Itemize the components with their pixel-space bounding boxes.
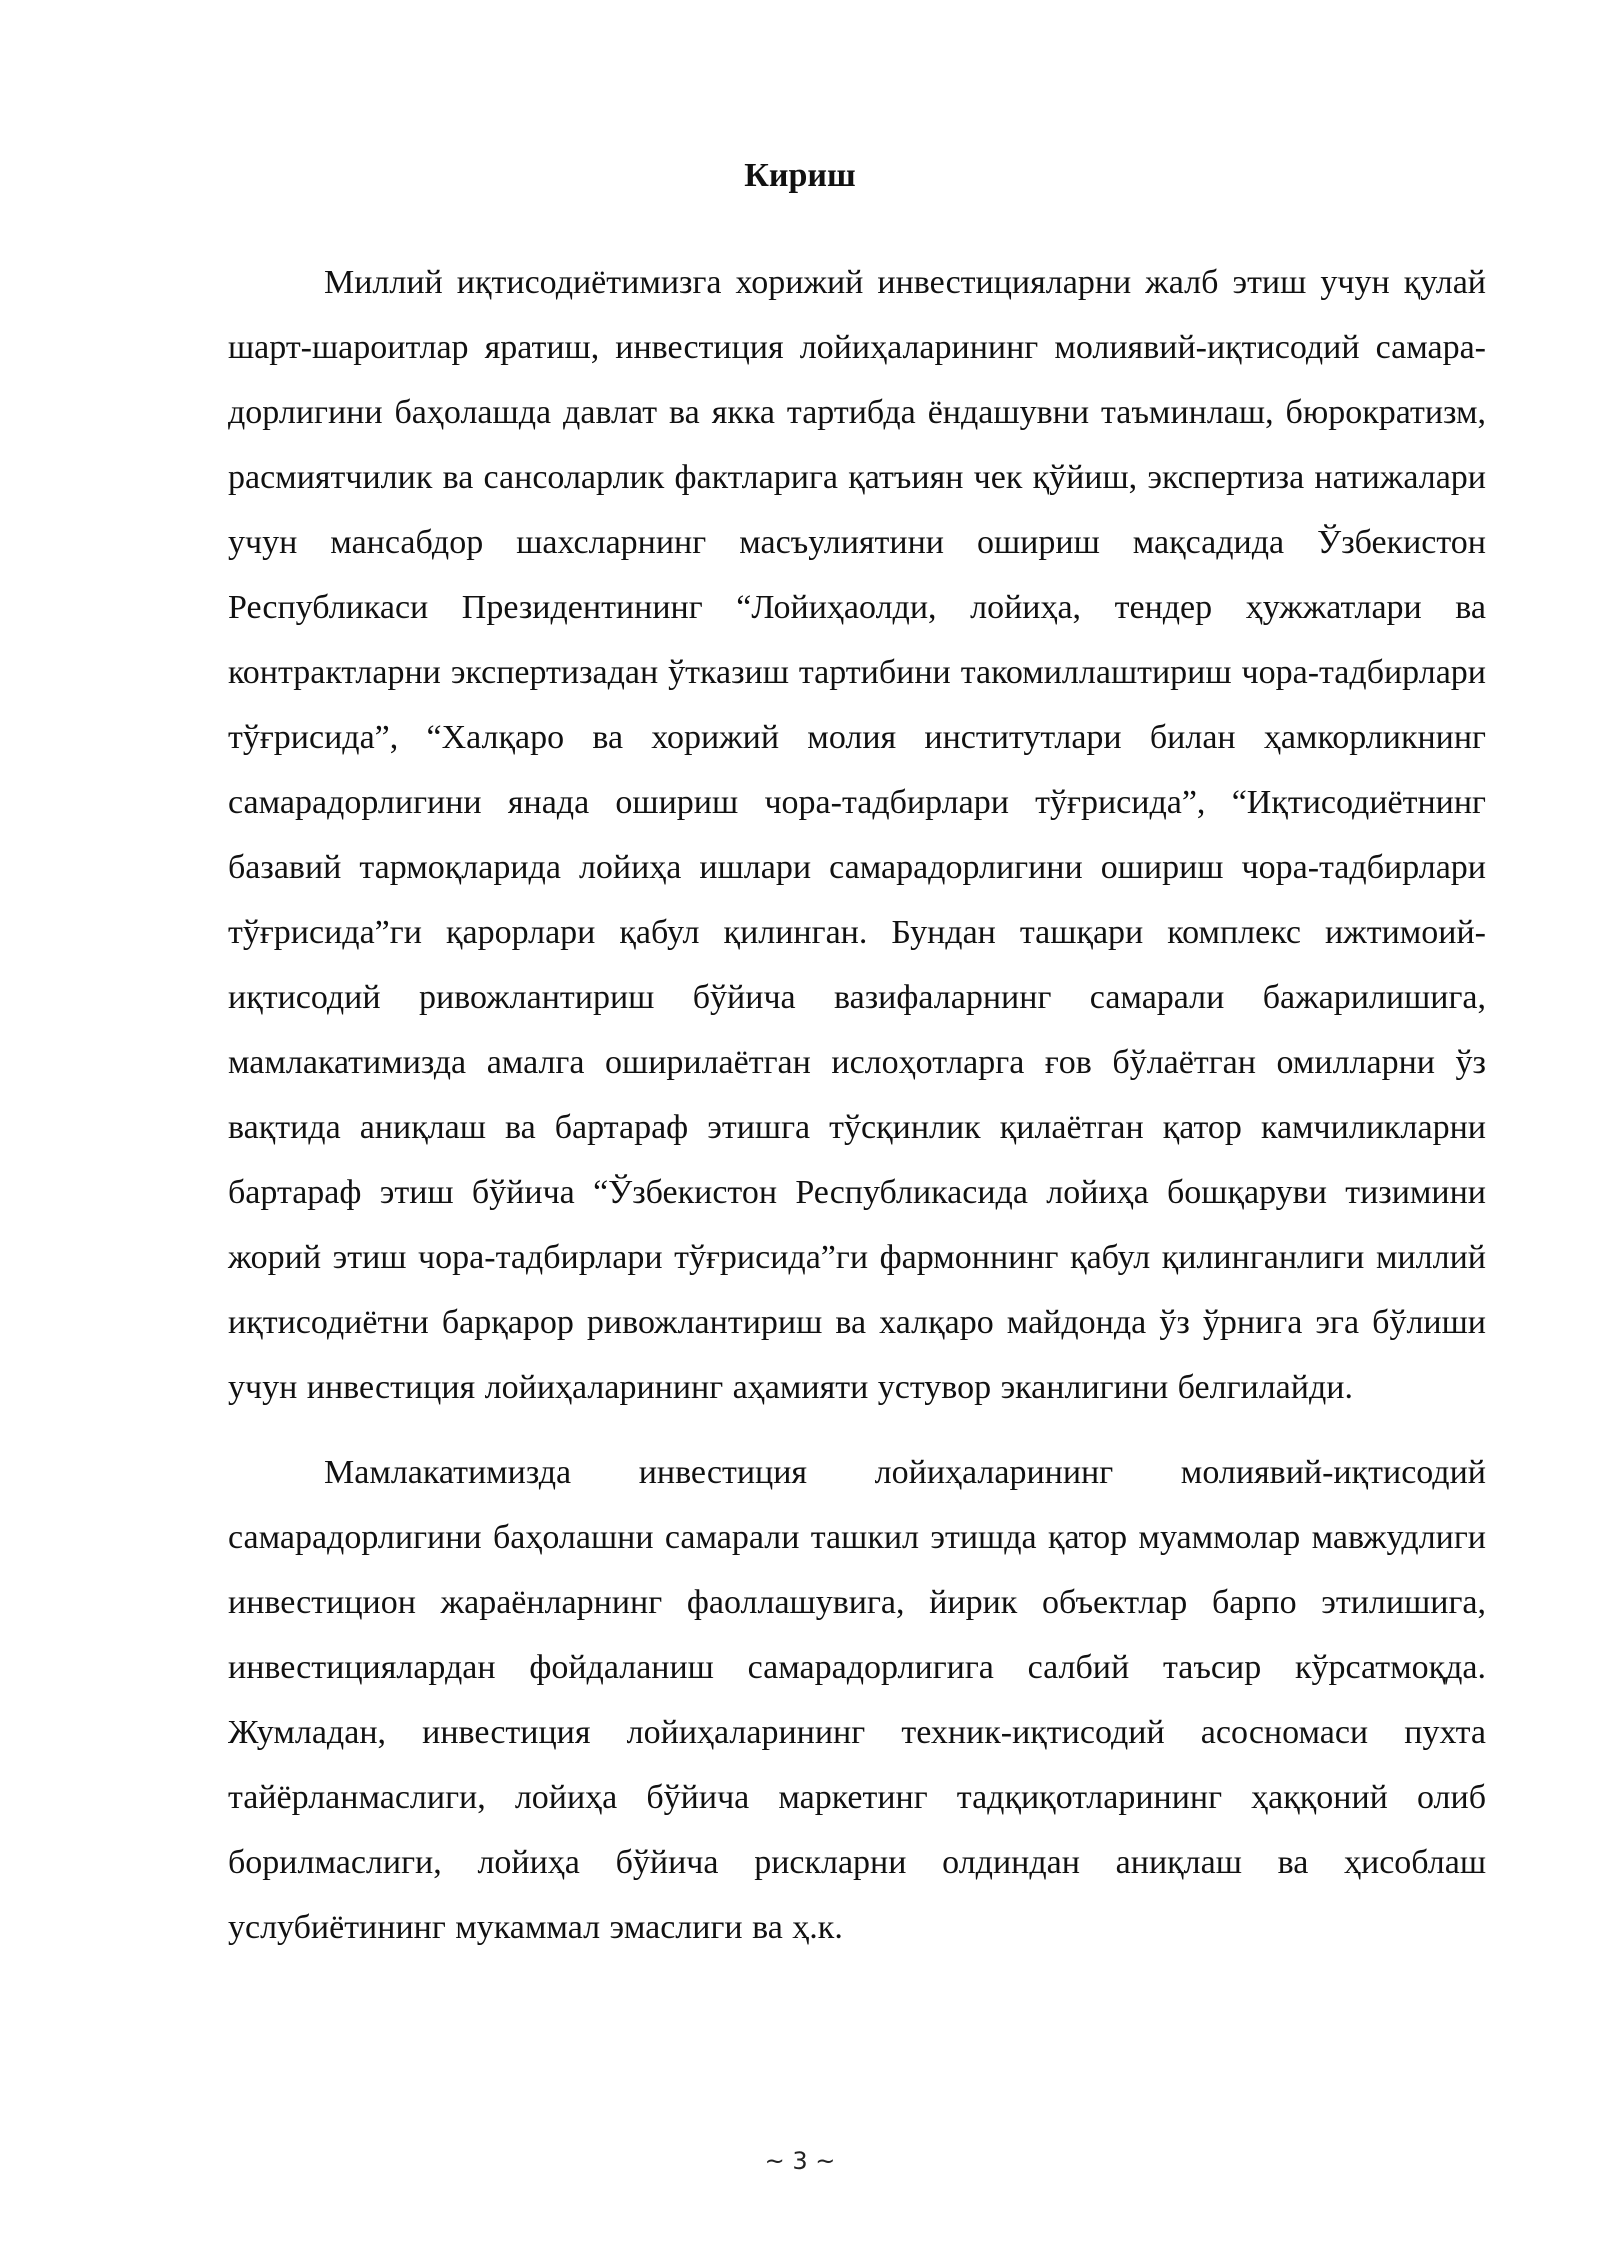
body-text: [228, 250, 1486, 1960]
paragraph-2: Мамлакатимизда инвестиция лойиҳаларининг молиявий-иқтисодий самарадорлигини баҳолашни самарали ташкил этишда қатор муаммолар мавжудлиги инвестицион жараёнларнинг фаоллашувига, йирик объектлар барпо этилишига, инвестициялардан фойдаланиш самарадорлигига салбий таъсир кўрсатмоқда. Жумладан, инвестиция лойиҳаларининг техник-иқтисодий асосномаси пухта тайёрланмаслиги, лойиҳа бўйича маркетинг тадқиқотларининг ҳаққоний олиб борилмаслиги, лойиҳа бўйича рискларни олдиндан аниқлаш ва ҳисоблаш услубиётининг мукаммал эмаслиги ва ҳ.к.: [228, 1454, 1486, 1946]
section-heading: Кириш: [744, 157, 856, 194]
page-number: ~ 3 ~: [764, 2147, 836, 2175]
paragraph-1: Миллий иқтисодиётимизга хорижий инвестицияларни жалб этиш учун қулай шарт-шароитлар яратиш, инвестиция лойиҳаларининг молиявий-иқтисодий самара-дорлигини баҳолашда давлат ва якка тартибда ёндашувни таъминлаш, бюрократизм, расмиятчилик ва сансоларлик фактларига қатъиян чек қўйиш, экспертиза натижалари учун мансабдор шахсларнинг масъулиятини ошириш мақсадида Ўзбекистон Республикаси Президентининг “Лойиҳаолди, лойиҳа, тендер ҳужжатлари ва контрактларни экспертизадан ўтказиш тартибини такомиллаштириш чора-тадбирлари тўғрисида”, “Халқаро ва хорижий молия институтлари билан ҳамкорликнинг самарадорлигини янада ошириш чора-тадбирлари тўғрисида”, “Иқтисодиётнинг базавий тармоқларида лойиҳа ишлари самарадорлигини ошириш чора-тадбирлари тўғрисида”ги қарорлари қабул қилинган. Бундан ташқари комплекс ижтимоий-иқтисодий ривожлантириш бўйича вазифаларнинг самарали бажарилишига, мамлакатимизда амалга оширилаётган ислоҳотларга ғов бўлаётган омилларни ўз вақтида аниқлаш ва бартараф этишга тўсқинлик қилаётган қатор камчиликларни бартараф этиш бўйича “Ўзбекистон Республикасида лойиҳа бошқаруви тизимини жорий этиш чора-тадбирлари тўғрисида”ги фармоннинг қабул қилинганлиги миллий иқтисодиётни барқарор ривожлантириш ва халқаро майдонда ўз ўрнига эга бўлиши учун инвестиция лойиҳаларининг аҳамияти устувор эканлигини белгилайди.: [228, 264, 1486, 1406]
